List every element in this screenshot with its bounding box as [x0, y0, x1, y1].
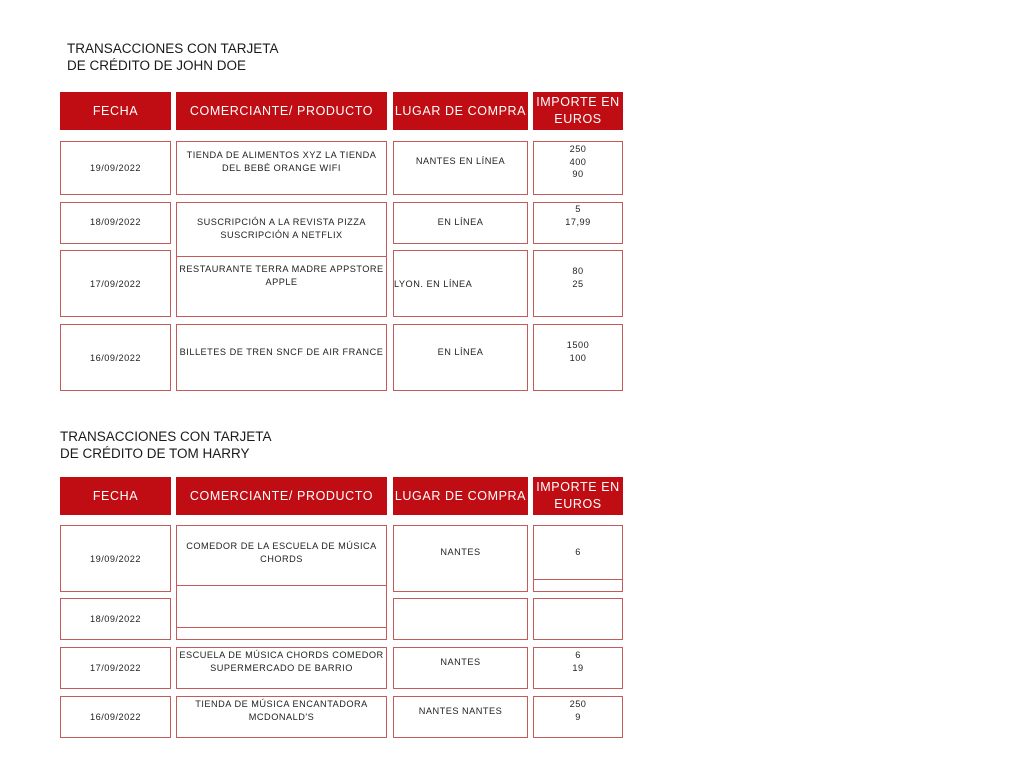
table2-row-3-lugar-cell	[393, 647, 528, 689]
table1-row-3-lugar-cell	[393, 250, 528, 317]
merchant-text: COMEDOR DE LA ESCUELA DE MÚSICA CHORDS	[186, 541, 377, 564]
amount-text: 6	[575, 547, 581, 557]
date-text: 16/09/2022	[90, 712, 141, 722]
table2-row-1-comerciante-cell	[176, 525, 387, 586]
amount-text: 250 400 90	[569, 144, 587, 179]
divider	[533, 579, 623, 580]
table1-title: TRANSACCIONES CON TARJETA DE CRÉDITO DE JOHN DOE	[67, 41, 279, 73]
table1-header-comerciante: COMERCIANTE/ PRODUCTO	[176, 92, 387, 130]
table2-row-3-comerciante-cell	[176, 647, 387, 689]
date-text: 17/09/2022	[90, 663, 141, 673]
table1-header-lugar: LUGAR DE COMPRA	[393, 92, 528, 130]
table1-row-2-lugar-cell	[393, 202, 528, 244]
table1-row-4-lugar-cell	[393, 324, 528, 391]
date-text: 18/09/2022	[90, 614, 141, 624]
table2-row-2-lugar-cell	[393, 598, 528, 640]
table2-row-2-fecha-cell	[60, 598, 171, 640]
amount-text: 5 17,99	[565, 204, 591, 227]
table2-row-1-fecha-cell	[60, 525, 171, 592]
table1-header-fecha: FECHA	[60, 92, 171, 130]
table1-row-4-comerciante-cell	[176, 324, 387, 391]
table1-row-2-importe-cell	[533, 202, 623, 244]
table2-row-2-comerciante-cell	[176, 586, 387, 628]
place-text: LYON. EN LÍNEA	[394, 279, 473, 289]
table2-row-4-lugar-cell	[393, 696, 528, 738]
table1-row-1-lugar-cell	[393, 141, 528, 195]
table2-row-4-importe-cell	[533, 696, 623, 738]
date-text: 18/09/2022	[90, 217, 141, 227]
place-text: NANTES EN LÍNEA	[415, 156, 506, 166]
place-text: EN LÍNEA	[437, 217, 484, 227]
table2-row-1-importe-cell	[533, 525, 623, 592]
table2-row-1-lugar-cell	[393, 525, 528, 592]
merchant-text: SUSCRIPCIÓN A LA REVISTA PIZZA SUSCRIPCIÓN A NETFLIX	[196, 217, 367, 240]
table2-row-2-importe-cell	[533, 598, 623, 640]
merchant-text: TIENDA DE ALIMENTOS XYZ LA TIENDA DEL BEBÉ ORANGE WIFI	[186, 150, 377, 173]
table2-row-2-comerciante-gap	[176, 628, 387, 640]
table1-row-3-fecha-cell	[60, 250, 171, 317]
amount-text: 250 9	[569, 699, 587, 722]
table1-header-importe: IMPORTE EN EUROS	[533, 92, 623, 130]
table1-row-1-importe-cell	[533, 141, 623, 195]
table2-row-3-importe-cell	[533, 647, 623, 689]
date-text: 17/09/2022	[90, 279, 141, 289]
table2-header-lugar: LUGAR DE COMPRA	[393, 477, 528, 515]
table1-row-4-fecha-cell	[60, 324, 171, 391]
merchant-text: TIENDA DE MÚSICA ENCANTADORA MCDONALD'S	[195, 699, 368, 722]
place-text: NANTES NANTES	[418, 706, 503, 716]
date-text: 19/09/2022	[90, 163, 141, 173]
amount-text: 1500 100	[566, 340, 590, 363]
table1-row-3-comerciante-cell	[176, 257, 387, 317]
table2-header-comerciante: COMERCIANTE/ PRODUCTO	[176, 477, 387, 515]
table2-header-importe: IMPORTE EN EUROS	[533, 477, 623, 515]
amount-text: 80 25	[572, 266, 584, 289]
table1-row-3-importe-cell	[533, 250, 623, 317]
table1-row-1-fecha-cell	[60, 141, 171, 195]
place-text: NANTES	[440, 657, 481, 667]
table2-header-fecha: FECHA	[60, 477, 171, 515]
table1-row-2-comerciante-cell	[176, 202, 387, 257]
table2-row-3-fecha-cell	[60, 647, 171, 689]
table2-title: TRANSACCIONES CON TARJETA DE CRÉDITO DE TOM HARRY	[60, 429, 272, 461]
table2-row-4-comerciante-cell	[176, 696, 387, 738]
table1-row-1-comerciante-cell	[176, 141, 387, 195]
table1-row-4-importe-cell	[533, 324, 623, 391]
table1-row-2-fecha-cell	[60, 202, 171, 244]
date-text: 16/09/2022	[90, 353, 141, 363]
place-text: EN LÍNEA	[437, 347, 484, 357]
date-text: 19/09/2022	[90, 554, 141, 564]
merchant-text: RESTAURANTE TERRA MADRE APPSTORE APPLE	[179, 264, 384, 287]
table2-row-4-fecha-cell	[60, 696, 171, 738]
merchant-text: ESCUELA DE MÚSICA CHORDS COMEDOR SUPERMERCADO DE BARRIO	[179, 650, 384, 673]
amount-text: 6 19	[572, 650, 584, 673]
place-text: NANTES	[440, 547, 481, 557]
merchant-text: BILLETES DE TREN SNCF DE AIR FRANCE	[179, 347, 384, 357]
